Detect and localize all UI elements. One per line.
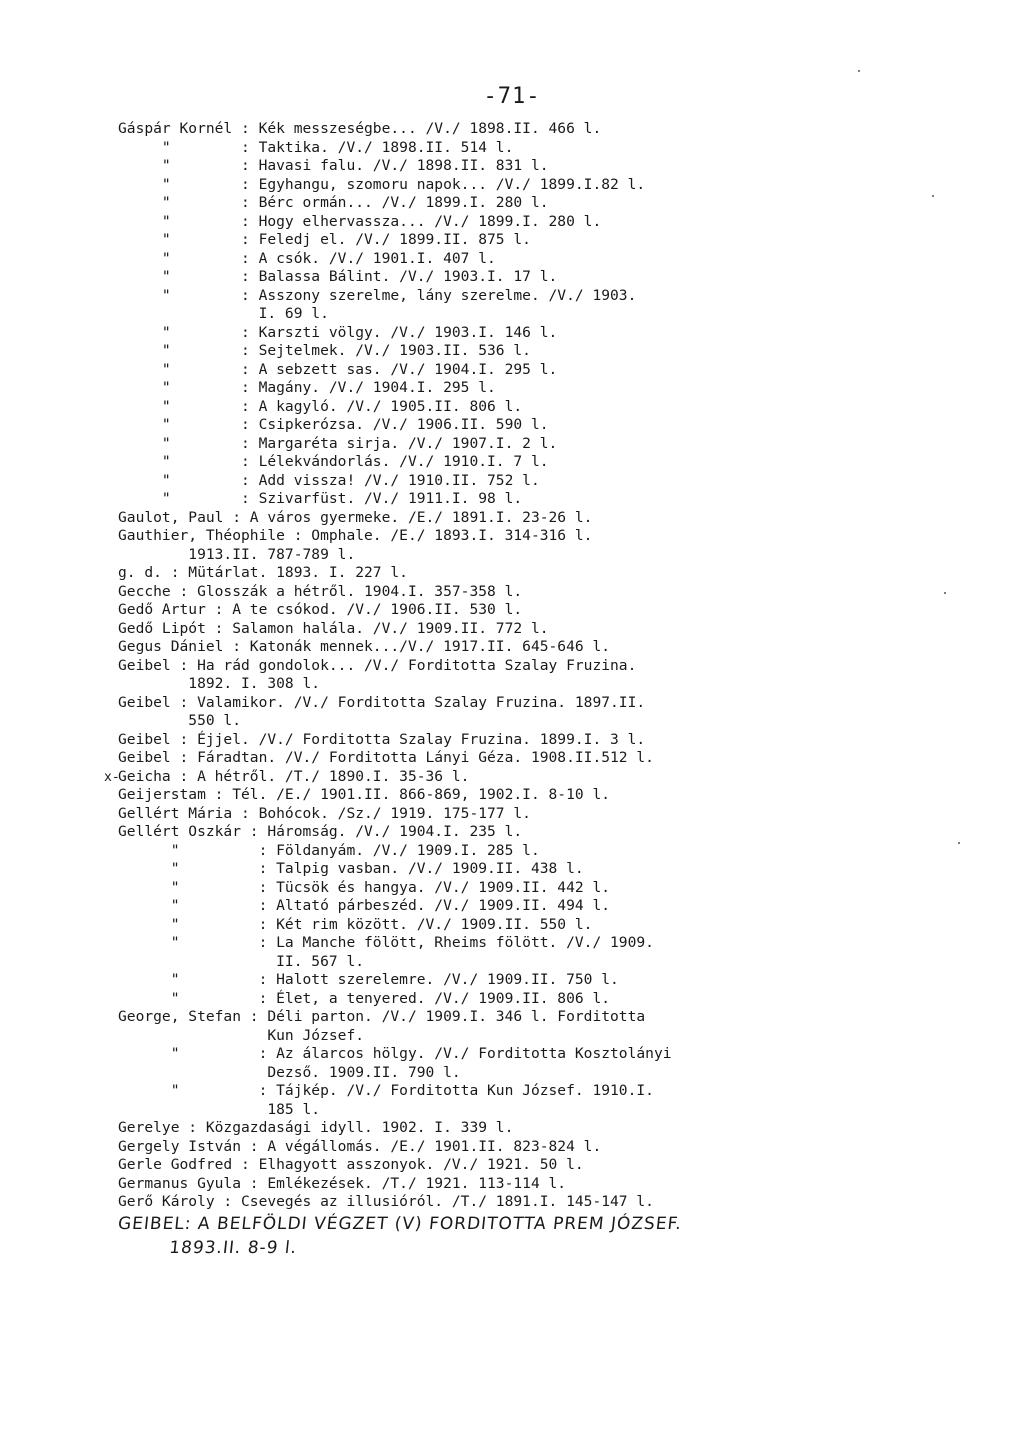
catalog-entry-line: Gauthier, Théophile : Omphale. /E./ 1893.I. 314-316 l. (118, 527, 593, 544)
catalog-entry-line: Gedő Lipót : Salamon halála. /V./ 1909.II. 772 l. (118, 619, 549, 637)
catalog-entry-line: Gegus Dániel : Katonák mennek.../V./ 1917.II. 645-646 l. (118, 638, 611, 655)
catalog-entry-line: 185 l. (118, 1100, 321, 1118)
page-number: -71- (483, 84, 541, 109)
catalog-entry-line: Geibel : Fáradtan. /V./ Forditotta Lányi Géza. 1908.II.512 l. (118, 749, 654, 766)
catalog-entry-line: " : Két rim között. /V./ 1909.II. 550 l. (118, 915, 593, 933)
catalog-entry-line: " : Egyhangu, szomoru napok... /V./ 1899.I.82 l. (118, 175, 646, 193)
catalog-entry-line: " : La Manche fölött, Rheims fölött. /V./ 1909. (118, 934, 654, 951)
catalog-entry-line: Gellért Oszkár : Háromság. /V./ 1904.I. 235 l. (118, 823, 523, 840)
catalog-entry-line: " : Balassa Bálint. /V./ 1903.I. 17 l. (118, 268, 558, 285)
catalog-entry-line: " : Hogy elhervassza... /V./ 1899.I. 280 l. (118, 212, 602, 230)
catalog-entry-line: 1913.II. 787-789 l. (118, 545, 356, 563)
catalog-entry-line: " : Margaréta sirja. /V./ 1907.I. 2 l. (118, 434, 558, 452)
catalog-entry-line: " : Sejtelmek. /V./ 1903.II. 536 l. (118, 342, 531, 359)
catalog-entry-line: II. 567 l. (118, 952, 365, 970)
catalog-entry-line: 550 l. (118, 712, 242, 729)
catalog-entry-line: Gellért Mária : Bohócok. /Sz./ 1919. 175-177 l. (118, 804, 531, 822)
catalog-entry-line: Geibel : Éjjel. /V./ Forditotta Szalay Fruzina. 1899.I. 3 l. (118, 730, 646, 748)
catalog-entry-line: " : A csók. /V./ 1901.I. 407 l. (118, 249, 496, 267)
catalog-entry-line: " : Élet, a tenyered. /V./ 1909.II. 806 l. (118, 989, 611, 1007)
catalog-entry-line: Gergely István : A végállomás. /E./ 1901.II. 823-824 l. (118, 1137, 602, 1155)
catalog-entry-line: Kun József. (118, 1026, 365, 1044)
catalog-entry-line: 1892. I. 308 l. (118, 675, 321, 692)
catalog-entry-line: " : Földanyám. /V./ 1909.I. 285 l. (118, 841, 540, 859)
catalog-entry-line: Gerelye : Közgazdasági idyll. 1902. I. 339 l. (118, 1119, 514, 1136)
catalog-entry-line: Gerő Károly : Csevegés az illusióról. /T./ 1891.I. 145-147 l. (118, 1193, 654, 1210)
catalog-entry-line: George, Stefan : Déli parton. /V./ 1909.I. 346 l. Forditotta (118, 1008, 646, 1025)
catalog-entry-line: Geijerstam : Tél. /E./ 1901.II. 866-869, 1902.I. 8-10 l. (118, 786, 611, 803)
catalog-entry-line: " : Tájkép. /V./ Forditotta Kun József. 1910.I. (118, 1082, 654, 1099)
catalog-entry-line: " : A kagyló. /V./ 1905.II. 806 l. (118, 397, 523, 415)
scan-speck (858, 70, 860, 72)
catalog-entry-line: " : Karszti völgy. /V./ 1903.I. 146 l. (118, 323, 558, 341)
catalog-entry-line: " : Az álarcos hölgy. /V./ Forditotta Kosztolányi (118, 1045, 672, 1062)
catalog-entry-line: " : Taktika. /V./ 1898.II. 514 l. (118, 138, 514, 156)
catalog-entry-line: " : Halott szerelemre. /V./ 1909.II. 750 l. (118, 971, 619, 988)
catalog-entry-line: " : A sebzett sas. /V./ 1904.I. 295 l. (118, 360, 558, 378)
catalog-entry-line: Geibel : Valamikor. /V./ Forditotta Szalay Fruzina. 1897.II. (118, 693, 646, 711)
catalog-entry-line: Gaulot, Paul : A város gyermeke. /E./ 1891.I. 23-26 l. (118, 508, 593, 526)
catalog-entry-line: " : Magány. /V./ 1904.I. 295 l. (118, 379, 496, 396)
catalog-entry-line: I. 69 l. (118, 305, 329, 322)
catalog-entry-line: " : Csipkerózsa. /V./ 1906.II. 590 l. (118, 416, 549, 433)
catalog-entries (118, 120, 998, 1260)
catalog-entry-line: " : Tücsök és hangya. /V./ 1909.II. 442 l. (118, 878, 611, 896)
catalog-entry-line: Gáspár Kornél : Kék messzeségbe... /V./ 1898.II. 466 l. (118, 120, 602, 137)
catalog-entry-line: " : Bérc ormán... /V./ 1899.I. 280 l. (118, 194, 549, 211)
catalog-entry-line: " : Add vissza! /V./ 1910.II. 752 l. (118, 471, 540, 489)
catalog-entry-line: " : Altató párbeszéd. /V./ 1909.II. 494 l. (118, 897, 611, 914)
handwritten-entry-line: GEIBEL: A BELFÖLDI VÉGZET (V) FORDITOTTA PREM JÓZSEF. (116, 1213, 683, 1234)
catalog-entry-line: " : Havasi falu. /V./ 1898.II. 831 l. (118, 157, 549, 174)
margin-mark: x- (104, 770, 120, 785)
scan-speck (958, 842, 960, 844)
catalog-entry-line: " : Lélekvándorlás. /V./ 1910.I. 7 l. (118, 453, 549, 470)
catalog-entry-line: Dezső. 1909.II. 790 l. (118, 1063, 461, 1081)
catalog-entry-line: Germanus Gyula : Emlékezések. /T./ 1921. 113-114 l. (118, 1174, 567, 1192)
catalog-entry-line: " : Szivarfüst. /V./ 1911.I. 98 l. (118, 490, 523, 507)
catalog-entry-line: Gedő Artur : A te csókod. /V./ 1906.II. 530 l. (118, 601, 523, 618)
catalog-entry-line: " : Feledj el. /V./ 1899.II. 875 l. (118, 231, 531, 248)
scan-speck (932, 195, 934, 197)
catalog-entry-line: Gerle Godfred : Elhagyott asszonyok. /V./ 1921. 50 l. (118, 1156, 584, 1173)
catalog-entry-line: " : Asszony szerelme, lány szerelme. /V./ 1903. (118, 286, 637, 304)
catalog-entry-line: g. d. : Mütárlat. 1893. I. 227 l. (118, 564, 408, 581)
handwritten-entry-line: 1893.II. 8-9 l. (116, 1237, 299, 1258)
catalog-entry-line: Geicha : A hétről. /T./ 1890.I. 35-36 l. (118, 767, 470, 785)
catalog-entry-line: Geibel : Ha rád gondolok... /V./ Forditotta Szalay Fruzina. (118, 656, 637, 674)
scan-speck (944, 592, 946, 594)
catalog-entry-line: Gecche : Glosszák a hétről. 1904.I. 357-358 l. (118, 582, 523, 600)
catalog-entry-line: " : Talpig vasban. /V./ 1909.II. 438 l. (118, 860, 584, 877)
